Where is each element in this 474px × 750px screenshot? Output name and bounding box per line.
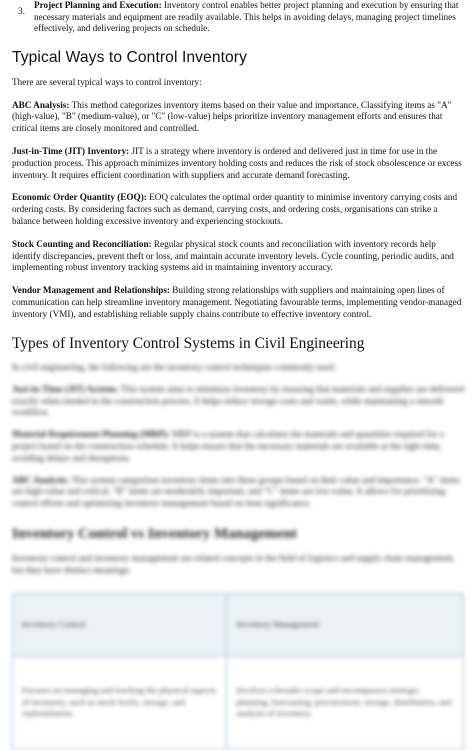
- section-heading-typical-ways: Typical Ways to Control Inventory: [12, 48, 247, 66]
- term-text: JIT is a strategy where inventory is ordered and delivered just in time for use in the production process. This approach minimizes inventory holding costs and reduces the risk of stock obsolescence or excess inventory. It requires efficient coordination with suppliers and accurate demand forecasting.: [12, 145, 462, 180]
- section-heading-control-vs-management: Inventory Control vs Inventory Management: [12, 525, 297, 542]
- list-number: 3.: [18, 6, 25, 16]
- list-item-project-planning: [12, 0, 464, 35]
- term-text: EOQ calculates the optimal order quantity to minimise inventory carrying costs and ordering costs. By considering factors such as demand, carrying costs, and ordering costs, organisations can strike a balance between holding excessive inventory and experiencing stockouts.: [12, 192, 458, 226]
- term: Material Requirement Planning (MRP):: [12, 429, 170, 440]
- paragraph-eoq: [12, 192, 464, 227]
- paragraph-mrp: [12, 429, 464, 464]
- paragraph-abc-analysis-system: [12, 475, 464, 510]
- table-header: Inventory Control: [13, 593, 227, 656]
- section-heading-types-of-systems: Types of Inventory Control Systems in Civil Engineering: [12, 334, 365, 352]
- term: Vendor Management and Relationships:: [12, 285, 170, 296]
- table-row: [13, 656, 464, 749]
- readable-content: [12, 0, 464, 353]
- list-item-text: Inventory control enables better project planning and execution by ensuring that necessary materials and equipment are readily available. This helps in avoiding delays, managing project timelines effectively, and delivering projects on schedule.: [34, 0, 459, 34]
- table-cell: Focuses on managing and tracking the physical aspects of inventory, such as stock levels, storage, and replenishment.: [13, 656, 227, 749]
- paragraph-stock-counting: [12, 239, 464, 274]
- comparison-table: [12, 593, 464, 750]
- term: Just-in-Time (JIT) Inventory:: [12, 145, 130, 156]
- table-header-row: [13, 593, 464, 656]
- term-text: This method categorizes inventory items based on their value and importance. Classifying items as "A" (high-value), "B" (medium-value), or "C" (low-value) helps prioritize inventory management efforts and ensures that critical items are closely monitored and controlled.: [12, 99, 452, 134]
- term: ABC Analysis:: [12, 99, 70, 110]
- section-intro: Inventory control and inventory management are related concepts in the field of logistics and supply chain management, but they have distinct meanings:: [12, 552, 455, 575]
- section-intro: In civil engineering, the following are the inventory control techniques commonly used:: [12, 362, 336, 372]
- term-text: This system categorizes inventory items into three groups based on their value and importance. "A" items are high-value and critical, "B" items are moderately important, and "C" items are low-value. It allows for prioritizing control efforts and optimizing inventory management based on item significance.: [12, 474, 460, 509]
- paragraph-vendor-management: [12, 285, 464, 320]
- term-text: MRP is a system that calculates the materials and quantities required for a project based on the construction schedule. It helps ensure that the necessary materials are available at the right time, avoiding delays and disruptions.: [12, 429, 444, 463]
- term: Just-in-Time (JIT) System:: [12, 383, 119, 394]
- paragraph-jit-system: [12, 384, 464, 419]
- list-item-title: Project Planning and Execution:: [34, 0, 162, 10]
- paragraph-abc-analysis: [12, 100, 464, 135]
- table-header: Inventory Management: [227, 593, 464, 656]
- term: Economic Order Quantity (EOQ):: [12, 192, 147, 203]
- blurred-preview-content: [12, 362, 464, 750]
- term: ABC Analysis:: [12, 474, 70, 485]
- paragraph-jit-inventory: [12, 146, 464, 181]
- term-text: Regular physical stock counts and reconciliation with inventory records help identify discrepancies, prevent theft or loss, and maintain accurate inventory levels. Cycle counting, periodic audits, and implementing robust inventory tracking systems aid in maintaining inventory accuracy.: [12, 238, 454, 273]
- term-text: Building strong relationships with suppliers and maintaining open lines of communication can help streamline inventory management. Negotiating favourable terms, implementing vendor-managed inventory (VMI), and establishing reliable supply chains contribute to effective inventory control.: [12, 285, 462, 319]
- term-text: This system aims to minimize inventory by ensuring that materials and supplies are delivered exactly when needed in the construction process. It helps reduce storage costs and waste, while maintaining a smooth workflow.: [12, 383, 464, 418]
- section-intro: There are several typical ways to control inventory:: [12, 76, 202, 87]
- term: Stock Counting and Reconciliation:: [12, 238, 152, 249]
- table-cell: Involves a broader scope and encompasses strategic planning, forecasting, procurement, storage, distribution, and analysis of inventory.: [227, 656, 464, 749]
